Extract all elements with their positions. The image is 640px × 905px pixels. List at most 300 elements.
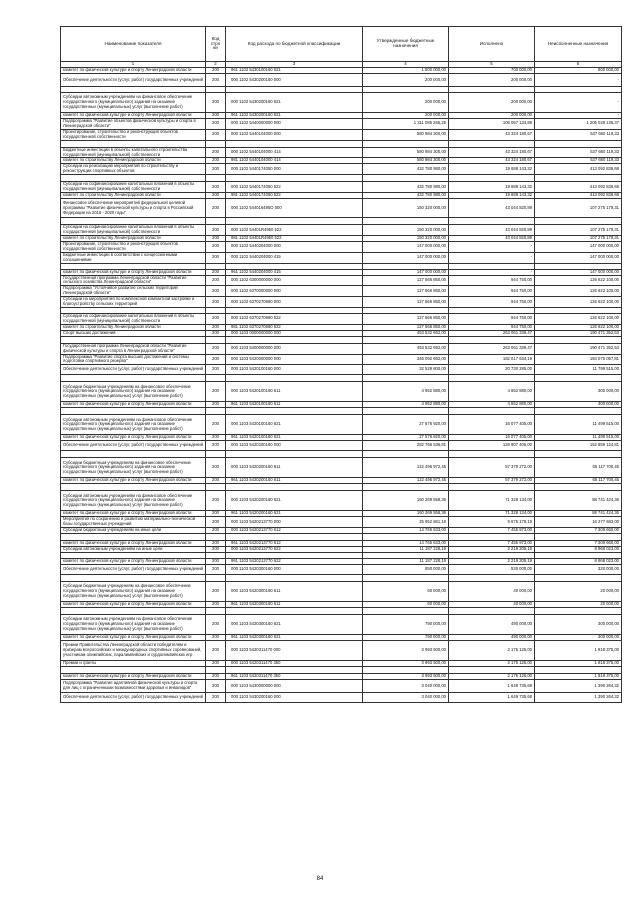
row-kbk-cell: 961 1102 5440204000 415 [226, 269, 363, 275]
row-remaining-cell: 152 859 124,81 [535, 441, 622, 451]
row-remaining-cell: 88 741 424,36 [535, 491, 622, 511]
row-name-cell [61, 140, 206, 147]
header-executed: Исполнено [449, 27, 535, 62]
table-row [61, 517, 622, 528]
row-approved-cell: 453 532 692,00 [363, 343, 449, 354]
row-remaining-cell: 1 818 375,00 [535, 641, 622, 661]
row-name-cell: комитет по физической культуре и спорту Ленинградской области [61, 478, 206, 484]
row-approved-cell [363, 534, 449, 541]
table-row [61, 313, 622, 324]
row-name-cell: Субсидии автономным учреждениям на финансовое обеспечение государственного (муниципального) задания на оказание государственных (муниципальных) услуг (выполнение работ) [61, 93, 206, 113]
row-kbk-cell [226, 408, 363, 415]
row-approved-cell [363, 608, 449, 615]
header-kbk: Код расхода по бюджетной классификации [226, 27, 363, 62]
row-executed-cell [449, 608, 535, 615]
row-executed-cell: 43 044 820,89 [449, 225, 535, 236]
header-row [61, 27, 622, 62]
row-executed-cell: 57 379 272,00 [449, 478, 535, 484]
row-executed-cell: 200 000,00 [449, 74, 535, 87]
row-remaining-cell [535, 484, 622, 491]
row-code-cell: 200 [206, 365, 226, 375]
row-remaining-cell: 65 117 700,45 [535, 458, 622, 478]
row-code-cell [206, 218, 226, 225]
row-executed-cell: 43 324 180,67 [449, 129, 535, 140]
row-kbk-cell [226, 575, 363, 582]
row-code-cell: 200 [206, 313, 226, 324]
table-row [61, 375, 622, 382]
row-executed-cell: 263 061 339,47 [449, 330, 535, 336]
row-code-cell: 200 [206, 158, 226, 164]
row-approved-cell: 1 311 085 265,25 [363, 119, 449, 130]
row-name-cell [61, 608, 206, 615]
row-executed-cell [449, 575, 535, 582]
row-name-cell: Субсидии бюджетным учреждениям на иные цели [61, 528, 206, 534]
row-code-cell: 200 [206, 641, 226, 661]
table-row [61, 491, 622, 511]
row-code-cell: 200 [206, 182, 226, 193]
row-code-cell: 200 [206, 324, 226, 330]
row-approved-cell: 127 566 850,00 [363, 275, 449, 286]
row-name-cell: комитет по строительству Ленинградской области [61, 324, 206, 330]
row-executed-cell: 16 077 405,00 [449, 415, 535, 435]
row-name-cell [61, 451, 206, 458]
row-name-cell: комитет по физической культуре и спорту Ленинградской области [61, 559, 206, 565]
row-executed-cell: 944 750,00 [449, 313, 535, 324]
row-name-cell: Мероприятия по сохранению и развитию материально-технической базы государственных учреждений [61, 517, 206, 528]
row-remaining-cell: 20 000,00 [535, 602, 622, 608]
row-kbk-cell: 000 1103 5420213770 612 [226, 528, 363, 534]
table-row [61, 441, 622, 451]
row-approved-cell: 14 765 633,00 [363, 541, 449, 547]
table-row [61, 365, 622, 375]
row-kbk-cell: 981 1102 5440174050 522 [226, 193, 363, 199]
row-remaining-cell [535, 408, 622, 415]
row-executed-cell: 40 000,00 [449, 582, 535, 602]
row-code-cell: 200 [206, 74, 226, 87]
row-kbk-cell: 000 1103 5430000000 000 [226, 680, 363, 693]
row-name-cell: Субсидии на софинансирование капитальных вложений в объекты государственной (муниципальной) собственности [61, 225, 206, 236]
row-code-cell: 200 [206, 235, 226, 241]
row-name-cell: Бюджетные инвестиции в объекты капитального строительства государственной (муниципальной) собственности [61, 147, 206, 158]
row-remaining-cell: 300 000,00 [535, 635, 622, 641]
row-kbk-cell: 981 1102 54401R4950 522 [226, 235, 363, 241]
row-executed-cell: 71 328 134,00 [449, 511, 535, 517]
row-approved-cell: 200 000,00 [363, 113, 449, 119]
row-executed-cell [449, 484, 535, 491]
row-code-cell: 200 [206, 402, 226, 408]
row-approved-cell: 1 500 000,00 [363, 68, 449, 74]
row-executed-cell: 7 455 973,00 [449, 541, 535, 547]
row-kbk-cell: 000 1103 5420311470 350 [226, 661, 363, 667]
row-remaining-cell: 320 000,00 [535, 565, 622, 575]
table-row [61, 667, 622, 674]
row-executed-cell: 2 175 125,00 [449, 674, 535, 680]
table-row [61, 140, 622, 147]
row-kbk-cell: 000 1103 5420200160 611 [226, 458, 363, 478]
row-executed-cell: 2 175 125,00 [449, 661, 535, 667]
row-code-cell: 200 [206, 199, 226, 218]
row-executed-cell: 4 652 880,00 [449, 402, 535, 408]
row-remaining-cell: 107 275 179,31 [535, 199, 622, 218]
row-approved-cell [363, 175, 449, 182]
row-code-cell: 200 [206, 119, 226, 130]
row-name-cell: Бюджетные инвестиции в соответствии с концессионными соглашениями [61, 252, 206, 263]
row-approved-cell: 453 532 692,00 [363, 330, 449, 336]
table-row [61, 354, 622, 365]
row-remaining-cell: 126 622 100,00 [535, 286, 622, 297]
column-number: 3 [226, 62, 363, 68]
row-name-cell [61, 336, 206, 343]
row-code-cell: 200 [206, 147, 226, 158]
row-executed-cell: 129 907 406,00 [449, 441, 535, 451]
row-approved-cell [363, 451, 449, 458]
row-remaining-cell [535, 140, 622, 147]
table-row [61, 119, 622, 130]
table-row [61, 252, 622, 263]
row-name-cell: Проектирование, строительство и реконструкция объектов государственной собственности [61, 129, 206, 140]
row-name-cell: Премии Правительства Ленинградской области победителям и призерам всероссийских и международных спортивных соревнований, участникам олимпийских, паралимпийских и сурдолимпийских игр [61, 641, 206, 661]
row-executed-cell: 944 750,00 [449, 275, 535, 286]
row-executed-cell: 71 328 134,00 [449, 491, 535, 511]
row-approved-cell: 147 000 000,00 [363, 269, 449, 275]
row-approved-cell [363, 484, 449, 491]
row-remaining-cell: 107 275 179,31 [535, 225, 622, 236]
row-code-cell: 200 [206, 559, 226, 565]
table-row [61, 241, 622, 252]
row-name-cell: комитет по строительству Ленинградской области [61, 193, 206, 199]
table-row [61, 415, 622, 435]
page-number: 84 [316, 876, 324, 882]
row-kbk-cell: 000 1102 6370270680 000 [226, 297, 363, 308]
row-name-cell: Субсидии бюджетным учреждениям на финансовое обеспечение государственного (муниципального) задания на оказание государственных (муниципальных) услуг (выполнение работ) [61, 582, 206, 602]
row-code-cell: 200 [206, 330, 226, 336]
row-kbk-cell: 981 1102 5440104000 414 [226, 158, 363, 164]
row-remaining-cell [535, 451, 622, 458]
table-row [61, 451, 622, 458]
table-body [61, 68, 622, 703]
row-kbk-cell: 961 1103 5420213770 612 [226, 541, 363, 547]
row-kbk-cell [226, 534, 363, 541]
row-approved-cell: 160 269 558,36 [363, 511, 449, 517]
row-name-cell: Обеспечение деятельности (услуг, работ) государственных учреждений [61, 441, 206, 451]
row-name-cell: Субсидии бюджетным учреждениям на финансовое обеспечение государственного (муниципального) задания на оказание государственных (муниципальных) услуг (выполнение работ) [61, 458, 206, 478]
row-approved-cell: 150 320 000,00 [363, 225, 449, 236]
row-code-cell: 200 [206, 93, 226, 113]
row-approved-cell: 282 766 536,81 [363, 441, 449, 451]
column-number: 6 [535, 62, 622, 68]
row-code-cell: 200 [206, 517, 226, 528]
row-code-cell: 200 [206, 68, 226, 74]
row-approved-cell: 200 000,00 [363, 93, 449, 113]
row-code-cell: 200 [206, 441, 226, 451]
row-approved-cell: 147 000 000,00 [363, 252, 449, 263]
row-remaining-cell: 1 205 028 135,37 [535, 119, 622, 130]
row-executed-cell: 106 057 134,88 [449, 119, 535, 130]
row-approved-cell: 127 566 850,00 [363, 286, 449, 297]
row-executed-cell: - [449, 252, 535, 263]
row-executed-cell [449, 667, 535, 674]
table-row [61, 164, 622, 175]
row-executed-cell: - [449, 269, 535, 275]
row-name-cell: Подпрограмма "Развитие спорта высших достижений и системы подготовки спортивного резерва" [61, 354, 206, 365]
row-code-cell: 200 [206, 129, 226, 140]
table-row [61, 74, 622, 87]
column-number: 1 [61, 62, 206, 68]
row-approved-cell: 122 496 972,45 [363, 478, 449, 484]
row-executed-cell: 4 652 880,00 [449, 382, 535, 402]
row-name-cell: комитет по физической культуре и спорту Ленинградской области [61, 269, 206, 275]
table-row [61, 147, 622, 158]
row-executed-cell: 200 000,00 [449, 113, 535, 119]
row-remaining-cell: 11 499 515,00 [535, 415, 622, 435]
row-remaining-cell: 147 000 000,00 [535, 252, 622, 263]
row-remaining-cell: 184 075 057,81 [535, 354, 622, 365]
row-executed-cell: 1 649 735,68 [449, 680, 535, 693]
row-code-cell [206, 140, 226, 147]
row-code-cell: 200 [206, 565, 226, 575]
row-name-cell: Проектирование, строительство и реконструкция объектов государственной собственности [61, 241, 206, 252]
table-row [61, 297, 622, 308]
row-kbk-cell [226, 336, 363, 343]
row-remaining-cell: 190 471 352,53 [535, 330, 622, 336]
table-row [61, 286, 622, 297]
row-approved-cell [363, 408, 449, 415]
row-remaining-cell: - [535, 113, 622, 119]
row-kbk-cell [226, 175, 363, 182]
row-name-cell: Обеспечение деятельности (услуг, работ) государственных учреждений [61, 74, 206, 87]
row-code-cell [206, 608, 226, 615]
row-kbk-cell: 000 1103 5400000000 000 [226, 343, 363, 354]
header-code: Код стро ки [206, 27, 226, 62]
row-kbk-cell: 961 1103 5420200160 611 [226, 478, 363, 484]
row-name-cell: комитет по физической культуре и спорту Ленинградской области [61, 541, 206, 547]
row-kbk-cell: 000 1102 54401R4950 522 [226, 225, 363, 236]
row-executed-cell: - [449, 241, 535, 252]
row-name-cell: Субсидии на мероприятия по комплексной компактной застройке и благоустройству сельских территорий [61, 297, 206, 308]
row-executed-cell: 944 750,00 [449, 324, 535, 330]
row-name-cell: Подпрограмма "Развитие адаптивной физической культуры и спорта для лиц с ограниченными возможностями здоровья и инвалидов" [61, 680, 206, 693]
row-kbk-cell: 961 1103 5420100160 611 [226, 402, 363, 408]
row-executed-cell [449, 218, 535, 225]
row-code-cell: 200 [206, 458, 226, 478]
row-remaining-cell: 8 968 023,00 [535, 547, 622, 553]
row-name-cell: комитет по физической культуре и спорту Ленинградской области [61, 113, 206, 119]
row-approved-cell: 3 993 500,00 [363, 641, 449, 661]
table-row [61, 93, 622, 113]
row-name-cell: комитет по физической культуре и спорту Ленинградской области [61, 68, 206, 74]
row-code-cell: 200 [206, 113, 226, 119]
row-remaining-cell: 126 622 100,00 [535, 275, 622, 286]
row-name-cell: Субсидии автономным учреждениям на финансовое обеспечение государственного (муниципального) задания на оказание государственных (муниципальных) услуг (выполнение работ) [61, 615, 206, 635]
row-code-cell: 200 [206, 241, 226, 252]
table-row [61, 218, 622, 225]
row-executed-cell [449, 408, 535, 415]
row-kbk-cell: 961 1103 5420311470 350 [226, 674, 363, 680]
row-name-cell: Государственная программа Ленинградской области "Развитие сельского хозяйства Ленинградской области" [61, 275, 206, 286]
row-remaining-cell: 126 622 100,00 [535, 313, 622, 324]
row-remaining-cell: 537 660 119,33 [535, 158, 622, 164]
row-kbk-cell [226, 375, 363, 382]
row-name-cell: Субсидии на реализацию мероприятий по строительству и реконструкции спортивных объектов [61, 164, 206, 175]
row-kbk-cell: 961 1103 5420100160 621 [226, 435, 363, 441]
row-code-cell [206, 336, 226, 343]
row-approved-cell: 3 040 000,00 [363, 693, 449, 703]
row-kbk-cell: 000 1102 5440000000 000 [226, 119, 363, 130]
row-name-cell: комитет по физической культуре и спорту Ленинградской области [61, 435, 206, 441]
row-kbk-cell [226, 451, 363, 458]
row-kbk-cell: 961 1102 5430200160 621 [226, 113, 363, 119]
row-approved-cell: 60 000,00 [363, 582, 449, 602]
row-name-cell: Государственная программа Ленинградской области "Развитие физической культуры и спорта в Ленинградской области" [61, 343, 206, 354]
row-remaining-cell: 1 818 375,00 [535, 674, 622, 680]
row-code-cell: 200 [206, 582, 226, 602]
table-row [61, 484, 622, 491]
row-executed-cell: 200 000,00 [449, 93, 535, 113]
row-kbk-cell: 000 1102 5440104000 414 [226, 147, 363, 158]
row-approved-cell: 200 000,00 [363, 74, 449, 87]
row-remaining-cell: 300 000,00 [535, 402, 622, 408]
row-executed-cell: 263 061 339,47 [449, 343, 535, 354]
row-code-cell: 200 [206, 541, 226, 547]
row-approved-cell: 432 780 980,00 [363, 164, 449, 175]
row-name-cell [61, 534, 206, 541]
row-approved-cell: 127 566 850,00 [363, 324, 449, 330]
row-remaining-cell: 65 117 700,45 [535, 478, 622, 484]
row-kbk-cell: 981 1102 6370270680 522 [226, 324, 363, 330]
row-remaining-cell [535, 375, 622, 382]
row-executed-cell: 7 455 973,00 [449, 528, 535, 534]
row-kbk-cell: 000 1103 5420300160 621 [226, 615, 363, 635]
row-remaining-cell: 190 471 352,53 [535, 343, 622, 354]
row-executed-cell: 490 000,00 [449, 615, 535, 635]
row-remaining-cell [535, 667, 622, 674]
row-approved-cell: 580 984 300,00 [363, 129, 449, 140]
row-name-cell: Субсидии на софинансирование капитальных вложений в объекты государственной (муниципальной) собственности [61, 182, 206, 193]
header-approved: Утвержденные бюджетные назначения [363, 27, 449, 62]
table-row [61, 615, 622, 635]
row-remaining-cell [535, 175, 622, 182]
row-remaining-cell [535, 608, 622, 615]
row-name-cell: Подпрограмма "Развитие объектов физической культуры и спорта в Ленинградской области" [61, 119, 206, 130]
row-remaining-cell: 1 390 264,32 [535, 680, 622, 693]
row-approved-cell: 3 993 500,00 [363, 674, 449, 680]
row-kbk-cell: 000 1102 5440204000 415 [226, 252, 363, 263]
row-executed-cell: 43 044 820,89 [449, 235, 535, 241]
row-name-cell: комитет по строительству Ленинградской области [61, 235, 206, 241]
row-name-cell: Спорт высших достижений [61, 330, 206, 336]
table-row [61, 175, 622, 182]
row-approved-cell: 3 993 500,00 [363, 661, 449, 667]
row-remaining-cell: 800 000,00 [535, 68, 622, 74]
table-row [61, 565, 622, 575]
table-row [61, 275, 622, 286]
row-code-cell: 200 [206, 547, 226, 553]
row-remaining-cell: 88 741 424,36 [535, 511, 622, 517]
table-row [61, 608, 622, 615]
row-code-cell: 200 [206, 661, 226, 667]
row-remaining-cell: 126 622 100,00 [535, 324, 622, 330]
row-name-cell: комитет по физической культуре и спорту Ленинградской области [61, 602, 206, 608]
row-name-cell: Субсидии автономным учреждениям на иные цели [61, 547, 206, 553]
row-kbk-cell: 000 1103 5430200160 000 [226, 693, 363, 703]
row-kbk-cell: 000 1102 5430200160 621 [226, 93, 363, 113]
row-kbk-cell: 000 1103 5420311470 000 [226, 641, 363, 661]
row-executed-cell: 700 000,00 [449, 68, 535, 74]
row-code-cell [206, 175, 226, 182]
row-code-cell [206, 375, 226, 382]
row-executed-cell [449, 375, 535, 382]
row-remaining-cell: - [535, 93, 622, 113]
row-name-cell [61, 175, 206, 182]
column-number: 2 [206, 62, 226, 68]
row-name-cell: Подпрограмма "Устойчивое развитие сельских территорий Ленинградской области" [61, 286, 206, 297]
table-row [61, 458, 622, 478]
table-row [61, 182, 622, 193]
row-kbk-cell [226, 484, 363, 491]
row-code-cell: 200 [206, 511, 226, 517]
row-kbk-cell: 000 1103 5420300160 611 [226, 582, 363, 602]
row-remaining-cell [535, 534, 622, 541]
row-executed-cell: 43 044 820,89 [449, 199, 535, 218]
row-executed-cell: 19 688 143,32 [449, 164, 535, 175]
row-kbk-cell: 000 1102 5430200160 000 [226, 74, 363, 87]
row-code-cell: 200 [206, 415, 226, 435]
row-kbk-cell: 000 1102 6370000000 000 [226, 286, 363, 297]
row-code-cell: 200 [206, 674, 226, 680]
row-code-cell [206, 484, 226, 491]
row-remaining-cell: 126 622 100,00 [535, 297, 622, 308]
row-code-cell: 200 [206, 491, 226, 511]
row-kbk-cell: 000 1102 5440174050 000 [226, 164, 363, 175]
row-code-cell: 200 [206, 478, 226, 484]
row-name-cell [61, 218, 206, 225]
row-remaining-cell: 147 000 000,00 [535, 269, 622, 275]
row-approved-cell: 27 576 920,00 [363, 435, 449, 441]
row-remaining-cell [535, 218, 622, 225]
budget-execution-table [60, 26, 622, 703]
row-name-cell: комитет по строительству Ленинградской области [61, 158, 206, 164]
row-name-cell [61, 408, 206, 415]
row-remaining-cell: 537 660 119,33 [535, 129, 622, 140]
row-remaining-cell: 11 799 515,00 [535, 365, 622, 375]
row-code-cell: 200 [206, 382, 226, 402]
column-number: 5 [449, 62, 535, 68]
row-kbk-cell: 961 1103 5420300160 611 [226, 602, 363, 608]
row-approved-cell: 790 000,00 [363, 635, 449, 641]
row-executed-cell: 40 000,00 [449, 602, 535, 608]
row-approved-cell: 432 780 980,00 [363, 182, 449, 193]
row-approved-cell: 60 000,00 [363, 602, 449, 608]
row-name-cell: Премии и гранты [61, 661, 206, 667]
row-approved-cell: 4 952 880,00 [363, 382, 449, 402]
row-kbk-cell [226, 140, 363, 147]
row-name-cell: Обеспечение деятельности (услуг, работ) государственных учреждений [61, 365, 206, 375]
row-approved-cell: 3 040 000,00 [363, 680, 449, 693]
row-kbk-cell: 000 1103 5420100160 000 [226, 365, 363, 375]
row-remaining-cell: 107 275 179,31 [535, 235, 622, 241]
row-code-cell: 200 [206, 275, 226, 286]
row-code-cell: 200 [206, 252, 226, 263]
row-approved-cell: 25 952 861,19 [363, 517, 449, 528]
row-code-cell: 200 [206, 297, 226, 308]
row-approved-cell: 346 092 692,00 [363, 354, 449, 365]
row-kbk-cell: 000 1103 5420000000 000 [226, 354, 363, 365]
row-remaining-cell: 11 499 515,00 [535, 435, 622, 441]
row-approved-cell [363, 140, 449, 147]
table-row [61, 382, 622, 402]
row-name-cell: комитет по физической культуре и спорту Ленинградской области [61, 674, 206, 680]
row-executed-cell: 43 324 180,67 [449, 147, 535, 158]
